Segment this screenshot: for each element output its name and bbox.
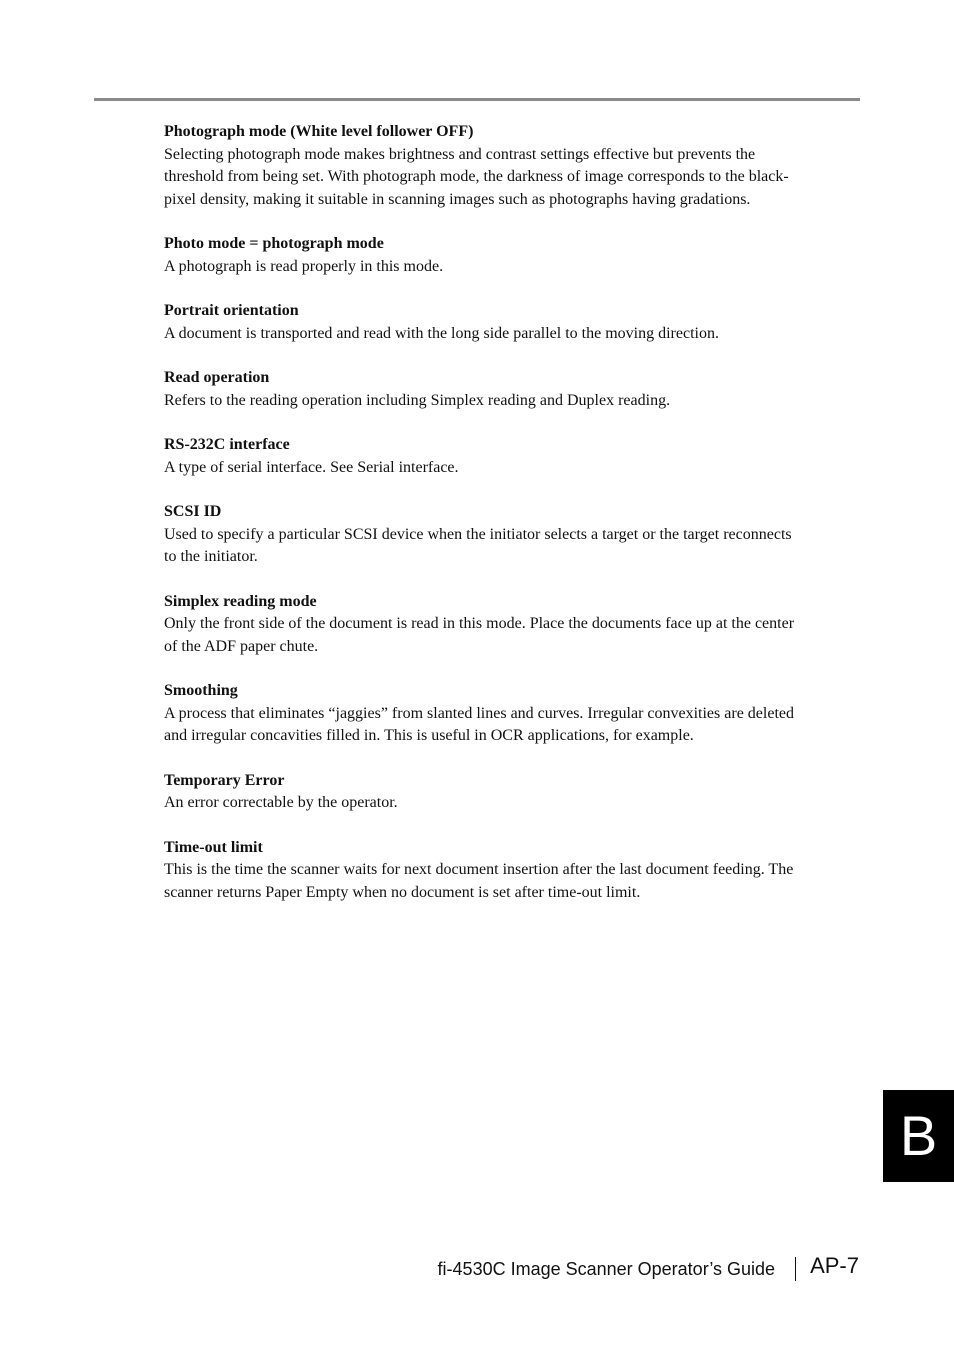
glossary-term: Read operation: [164, 369, 270, 386]
glossary-term: Photograph mode (White level follower OFF): [164, 123, 474, 140]
glossary-definition: [164, 524, 860, 569]
definition-line: Refers to the reading operation including Simplex reading and Duplex reading.: [164, 391, 671, 409]
definition-line: Selecting photograph mode makes brightness and contrast settings effective but prevents the: [164, 145, 756, 163]
glossary-definition: [164, 144, 860, 212]
glossary-term: Temporary Error: [164, 771, 285, 789]
definition-line: and irregular concavities filled in. This is useful in OCR applications, for example.: [164, 727, 694, 744]
definition-line: of the ADF paper chute.: [164, 637, 319, 655]
definition-line: to the initiator.: [164, 548, 258, 565]
glossary-term: Photo mode = photograph mode: [164, 235, 384, 252]
definition-line: scanner returns Paper Empty when no document is set after time-out limit.: [164, 883, 641, 901]
glossary-definition: [164, 859, 860, 904]
footer-separator: [795, 1257, 796, 1281]
definition-line: pixel density, making it suitable in scanning images such as photographs having gradations.: [164, 190, 751, 208]
definition-line: A photograph is read properly in this mode.: [164, 257, 444, 275]
definition-line: threshold from being set. With photograph mode, the darkness of image corresponds to the black-: [164, 168, 789, 185]
glossary-entry: [164, 680, 860, 748]
glossary-entry: [164, 434, 860, 479]
definition-line: A document is transported and read with the long side parallel to the moving direction.: [164, 324, 719, 342]
glossary-definition: [164, 613, 860, 658]
glossary-entry: [164, 501, 860, 569]
definition-line: Used to specify a particular SCSI device when the initiator selects a target or the target reconnects: [164, 525, 792, 543]
glossary-term: RS-232C interface: [164, 436, 290, 453]
footer-title: fi-4530C Image Scanner Operator’s Guide: [437, 1259, 776, 1279]
glossary-term: Simplex reading mode: [164, 592, 317, 610]
glossary-term: Smoothing: [164, 682, 238, 699]
definition-line: A process that eliminates “jaggies” from slanted lines and curves. Irregular convexities are deleted: [164, 704, 794, 722]
appendix-tab-b: B: [883, 1090, 954, 1182]
glossary-definition: [164, 792, 860, 815]
glossary-definition: [164, 390, 860, 413]
page-footer: [438, 1255, 859, 1283]
glossary-definition: [164, 457, 860, 480]
glossary-entry: [164, 121, 860, 211]
definition-line: Only the front side of the document is read in this mode. Place the documents face up at the center: [164, 615, 795, 632]
definition-line: An error correctable by the operator.: [164, 794, 398, 811]
definition-line: This is the time the scanner waits for next document insertion after the last document feeding. The: [164, 861, 794, 878]
glossary-entry: [164, 591, 860, 659]
glossary-term: Time-out limit: [164, 838, 263, 856]
glossary-term: Portrait orientation: [164, 302, 299, 319]
glossary-entry: [164, 770, 860, 815]
page-number: AP-7: [810, 1253, 859, 1278]
glossary-entry: [164, 367, 860, 412]
glossary-definition: [164, 323, 860, 346]
glossary-entry: [164, 837, 860, 905]
top-rule: [94, 98, 860, 101]
glossary-definition: [164, 256, 860, 279]
glossary-definition: [164, 703, 860, 748]
glossary-content: [164, 121, 860, 926]
glossary-entry: [164, 233, 860, 278]
glossary-term: SCSI ID: [164, 503, 222, 520]
glossary-entry: [164, 300, 860, 345]
definition-line: A type of serial interface. See Serial interface.: [164, 458, 459, 476]
